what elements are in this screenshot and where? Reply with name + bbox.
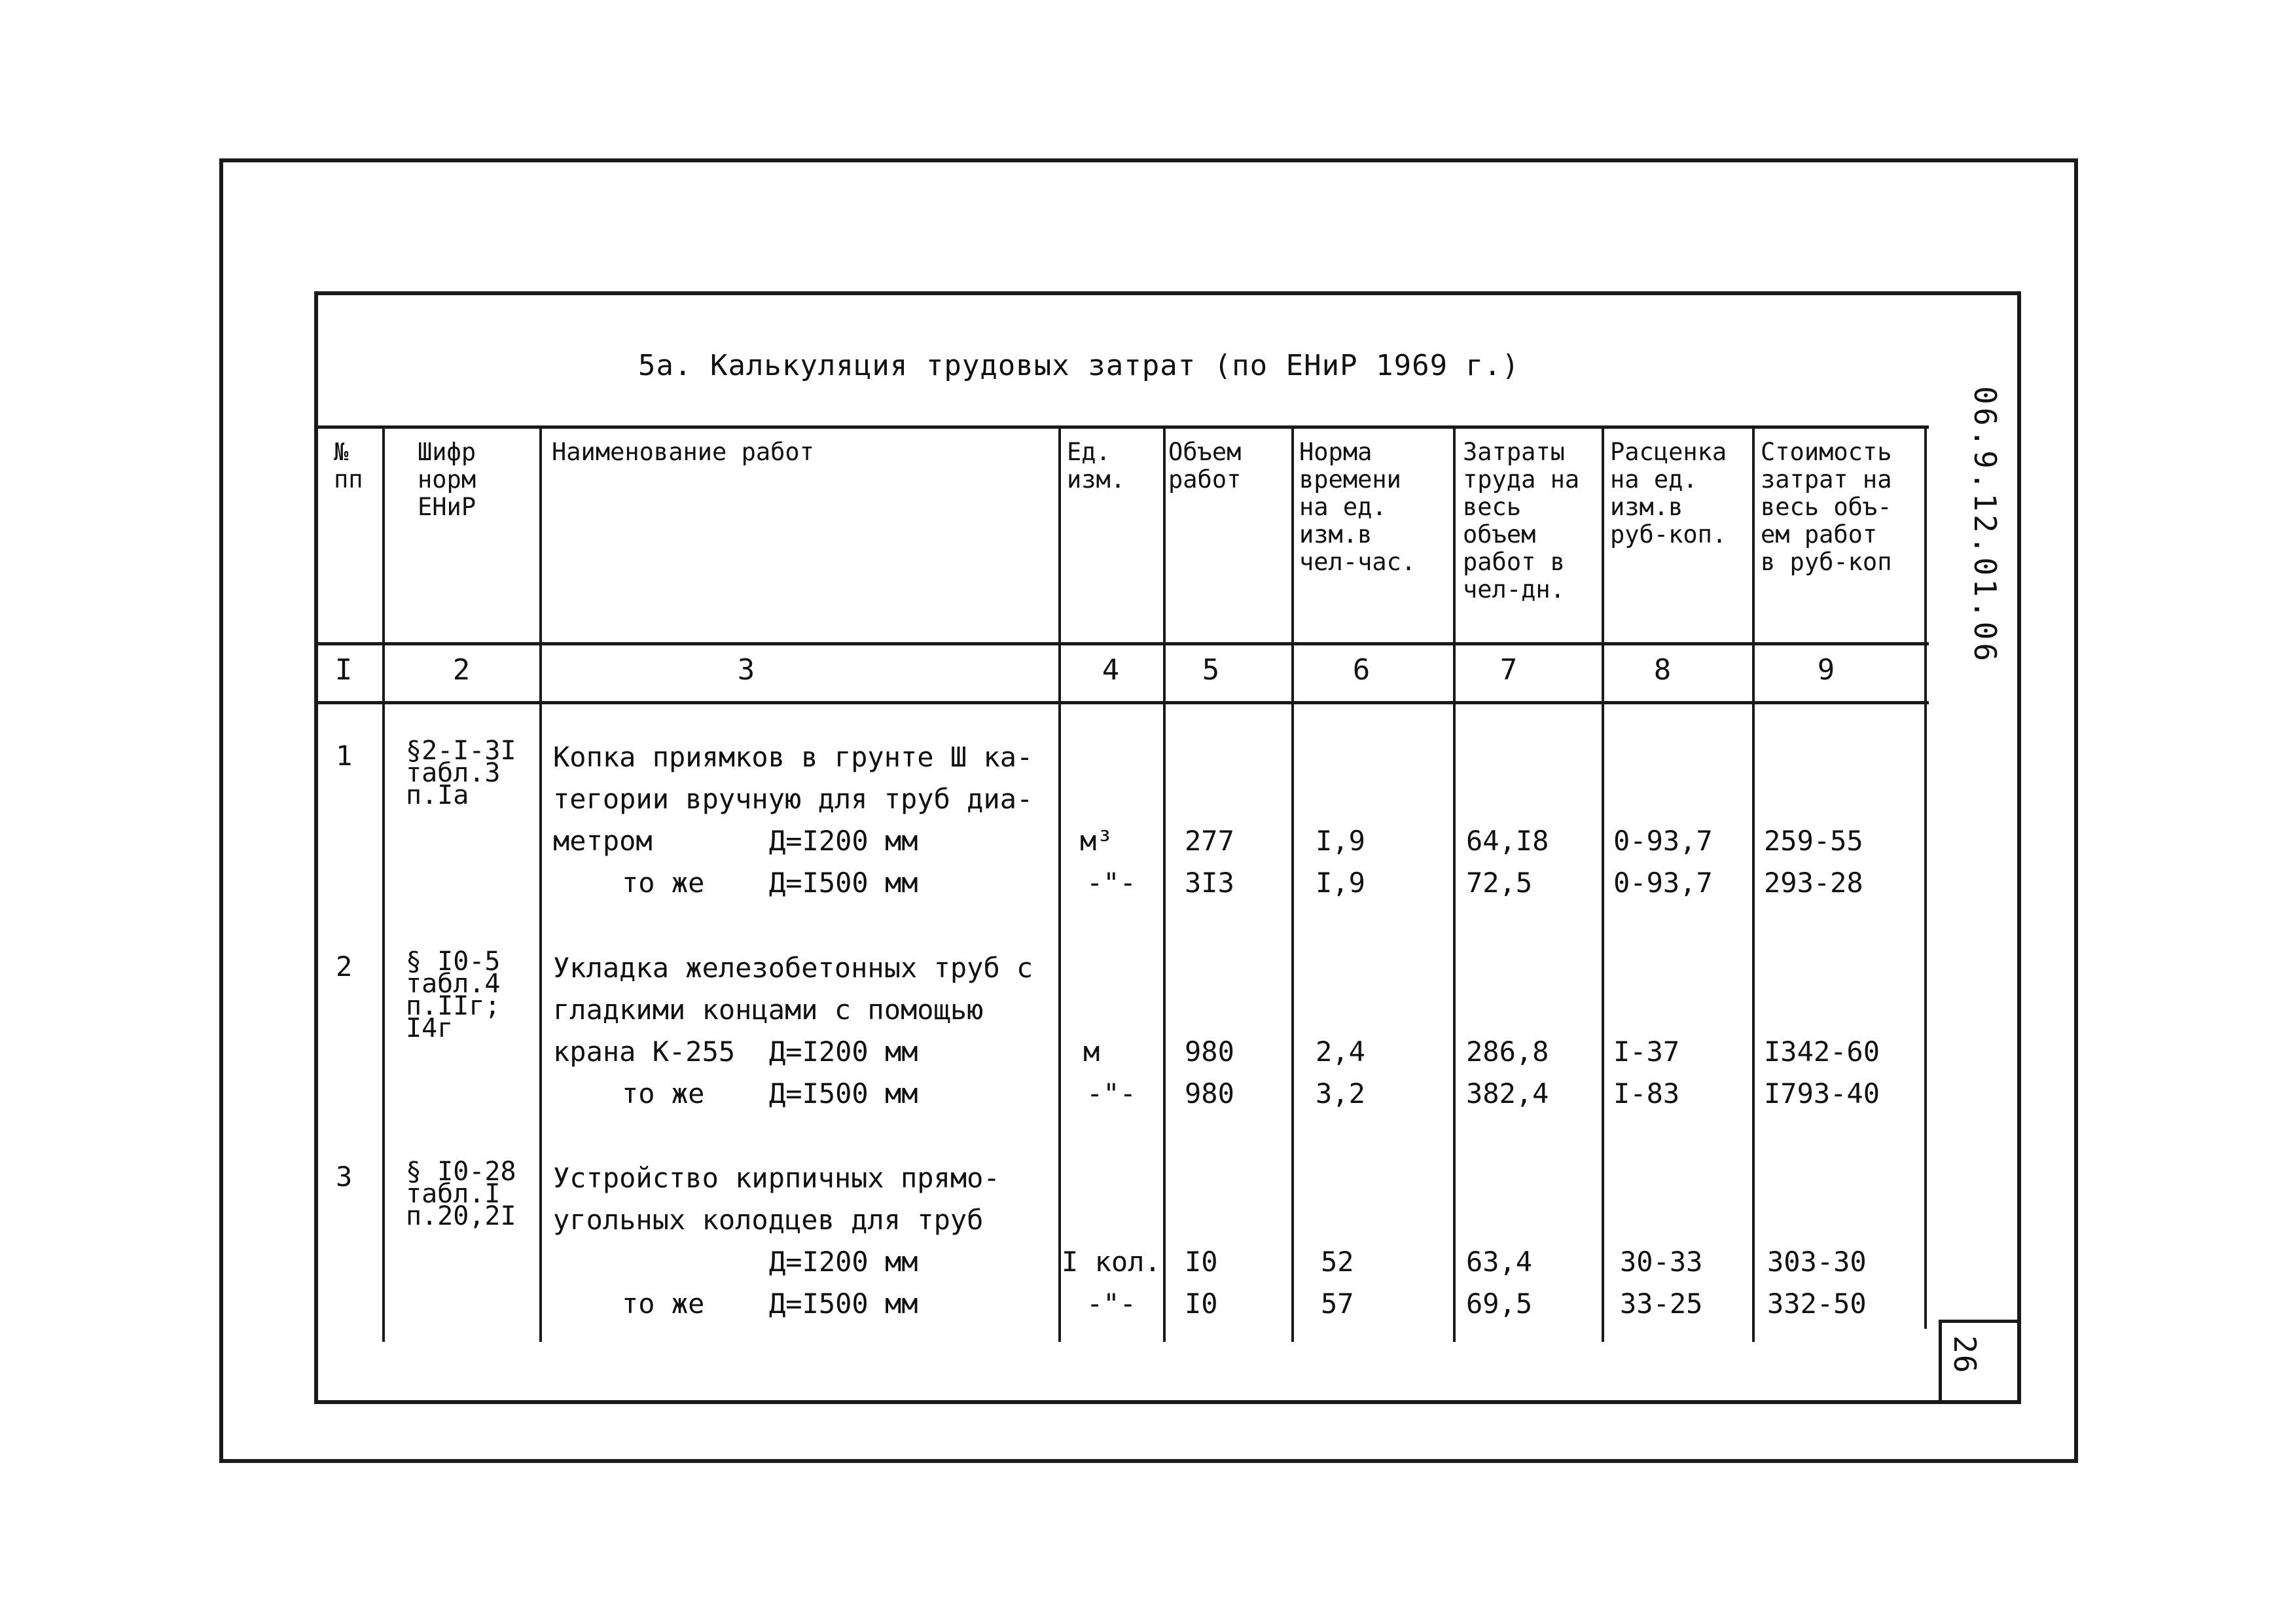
item-volume: 277 (1185, 825, 1234, 857)
column-number: 4 (1102, 653, 1120, 687)
column-divider (1058, 425, 1061, 1342)
item-volume: 980 (1185, 1036, 1234, 1068)
work-description: Устройство кирпичных прямо- (553, 1162, 1000, 1194)
item-rate: I-83 (1613, 1077, 1680, 1110)
column-divider (1291, 425, 1294, 1342)
column-divider (1453, 425, 1456, 1342)
item-cost: 332-50 (1767, 1288, 1867, 1320)
item-norm: I,9 (1316, 825, 1365, 857)
item-rate: 30-33 (1620, 1246, 1703, 1278)
norm-code: §2-I-3I табл.3 п.Iа (406, 736, 516, 810)
table-top-rule (315, 425, 1929, 429)
column-number: I (334, 653, 353, 687)
form-right-rule (2017, 291, 2021, 1404)
item-cost: 303-30 (1767, 1246, 1867, 1278)
item-rate: 0-93,7 (1613, 825, 1713, 857)
column-number: 7 (1499, 653, 1518, 687)
work-description: тегории вручную для труб диа- (553, 783, 1033, 815)
header-labor: Затраты труда на весь объем работ в чел-дн. (1463, 438, 1580, 604)
item-label: то же (622, 1288, 705, 1320)
document-title: 5а. Калькуляция трудовых затрат (по ЕНиР 1969 г.) (638, 349, 1520, 382)
column-divider (382, 425, 385, 1342)
column-divider (1602, 425, 1604, 1342)
item-volume: I0 (1185, 1288, 1218, 1320)
item-diameter: Д=I200 мм (769, 1246, 918, 1278)
item-unit: -"- (1086, 1077, 1136, 1110)
item-label: метром (553, 825, 653, 857)
column-number: 3 (737, 653, 755, 687)
item-unit: м (1083, 1036, 1100, 1068)
item-norm: I,9 (1316, 867, 1365, 899)
work-description: Копка приямков в грунте Ш ка- (553, 741, 1033, 773)
item-unit: -"- (1086, 867, 1136, 899)
column-number: 8 (1653, 653, 1672, 687)
header-bottom-rule (315, 642, 1929, 645)
item-labor: 64,I8 (1466, 825, 1549, 857)
item-diameter: Д=I200 мм (769, 1036, 918, 1068)
document-code: 06.9.12.01.06 (1967, 386, 2003, 665)
item-unit: I кол. (1062, 1246, 1161, 1278)
page-number: 26 (1947, 1335, 1982, 1375)
item-label: то же (622, 1077, 705, 1110)
item-volume: 980 (1185, 1077, 1234, 1110)
column-divider (1163, 425, 1166, 1342)
item-diameter: Д=I500 мм (769, 867, 918, 899)
row-number: 3 (336, 1161, 353, 1193)
header-norm: Норма времени на ед. изм.в чел-час. (1299, 438, 1416, 576)
item-cost: I342-60 (1764, 1036, 1880, 1068)
work-description: угольных колодцев для труб (553, 1204, 984, 1236)
header-cost: Стоимость затрат на весь объ- ем работ в руб-коп (1761, 438, 1892, 576)
column-numbers-bottom-rule (315, 701, 1929, 704)
column-number: 5 (1202, 653, 1220, 687)
item-norm: 52 (1321, 1246, 1354, 1278)
item-diameter: Д=I200 мм (769, 825, 918, 857)
item-rate: 33-25 (1620, 1288, 1703, 1320)
item-rate: 0-93,7 (1613, 867, 1713, 899)
item-volume: I0 (1185, 1246, 1218, 1278)
item-labor: 382,4 (1466, 1077, 1549, 1110)
item-norm: 2,4 (1316, 1036, 1365, 1068)
header-unit: Ед. изм. (1067, 438, 1126, 494)
item-label: крана К-255 (553, 1036, 736, 1068)
item-labor: 72,5 (1466, 867, 1533, 899)
header-volume: Объем работ (1168, 438, 1242, 494)
column-number: 9 (1817, 653, 1835, 687)
work-description: Укладка железобетонных труб с (553, 952, 1033, 984)
norm-code: § I0-5 табл.4 п.IIг; I4г (406, 947, 501, 1043)
header-rate: Расценка на ед. изм.в руб-коп. (1610, 438, 1727, 549)
column-number: 2 (452, 653, 471, 687)
norm-code: § I0-28 табл.I п.20,2I (406, 1157, 516, 1231)
item-unit: -"- (1086, 1288, 1136, 1320)
item-labor: 63,4 (1466, 1246, 1533, 1278)
item-diameter: Д=I500 мм (769, 1288, 918, 1320)
item-labor: 69,5 (1466, 1288, 1533, 1320)
header-no: № пп (334, 438, 363, 494)
item-cost: 293-28 (1764, 867, 1863, 899)
item-cost: I793-40 (1764, 1077, 1880, 1110)
row-number: 1 (336, 740, 353, 772)
column-divider (1752, 425, 1755, 1342)
item-labor: 286,8 (1466, 1036, 1549, 1068)
column-divider (1924, 425, 1927, 1329)
row-number: 2 (336, 950, 353, 983)
item-volume: 3I3 (1185, 867, 1234, 899)
item-norm: 57 (1321, 1288, 1354, 1320)
work-description: гладкими концами с помощью (553, 994, 984, 1026)
item-cost: 259-55 (1764, 825, 1863, 857)
column-number: 6 (1352, 653, 1371, 687)
item-norm: 3,2 (1316, 1077, 1365, 1110)
column-divider (539, 425, 542, 1342)
item-unit: м³ (1080, 825, 1113, 857)
header-name: Наименование работ (552, 438, 814, 466)
item-label: то же (622, 867, 705, 899)
header-code: Шифр норм ЕНиР (418, 438, 476, 521)
item-rate: I-37 (1613, 1036, 1680, 1068)
item-diameter: Д=I500 мм (769, 1077, 918, 1110)
